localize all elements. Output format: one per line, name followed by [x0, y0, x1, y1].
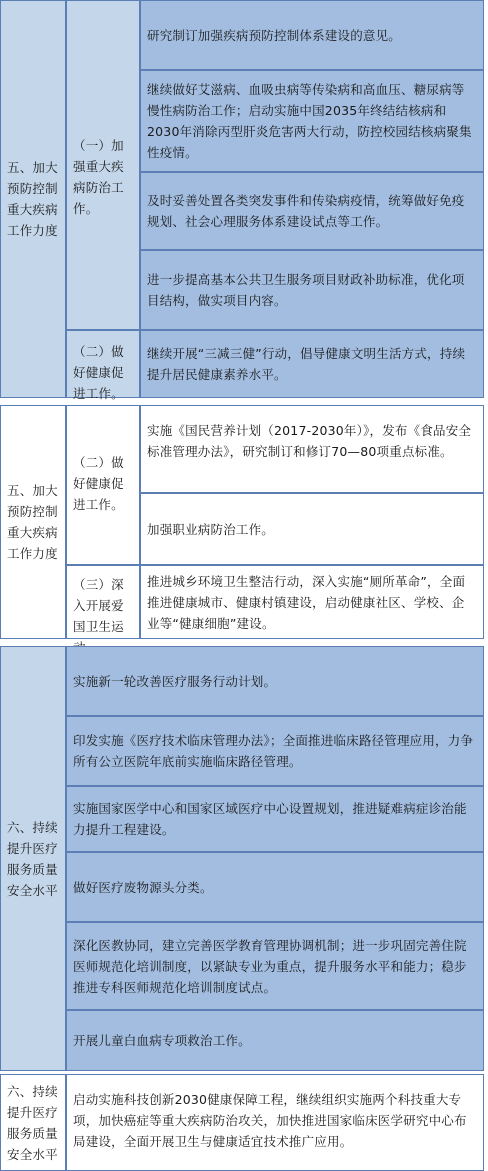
measure-cell — [140, 172, 484, 250]
measure-text: 启动实施科技创新2030健康保障工程，继续组织实施两个科技重大专项，加快癌症等重大疾病防治攻关，加快推进国家临床医学研究中心布局建设，全面开展卫生与健康适宜技术推广应用。 — [73, 1092, 467, 1149]
table-block-4 — [0, 1074, 484, 1171]
measure-text: 进一步提高基本公共卫生服务项目财政补助标准，优化项目结构，做实项目内容。 — [147, 272, 465, 308]
measure-cell — [66, 646, 484, 716]
measure-cell — [66, 786, 484, 852]
measure-cell — [140, 493, 484, 565]
category-cell — [0, 646, 66, 1071]
measure-cell — [140, 330, 484, 398]
measure-text: 实施国家医学中心和国家区域医疗中心设置规划，推进疑难病症诊治能力提升工程建设。 — [73, 801, 467, 837]
category-label: 六、持续提升医疗服务质量安全水平 — [7, 819, 58, 898]
measure-cell — [140, 250, 484, 330]
measure-cell — [140, 405, 484, 493]
measure-text: 印发实施《医疗技术临床管理办法》；全面推进临床路径管理应用，力争所有公立医院年底前实施临床路径管理。 — [73, 733, 474, 769]
measure-text: 开展儿童白血病专项救治工作。 — [73, 1033, 251, 1048]
subcategory-cell — [66, 330, 140, 401]
measure-cell — [140, 70, 484, 172]
category-label: 五、加大预防控制重大疾病工作力度 — [7, 483, 58, 561]
subcategory-cell — [66, 0, 140, 330]
measure-text: 深化医教协同，建立完善医学教育管理协调机制；进一步巩固完善住院医师规范化培训制度，以紧缺专业为重点，提升服务水平和能力；稳步推进专科医师规范化培训制度试点。 — [73, 937, 467, 995]
measure-cell — [66, 852, 484, 922]
measure-text: 及时妥善处置各类突发事件和传染病疫情，统筹做好免疫规划、社会心理服务体系建设试点等工作。 — [147, 193, 465, 229]
measure-text: 做好医疗废物源头分类。 — [73, 879, 213, 895]
measure-text: 实施《国民营养计划（2017-2030年）》，发布《食品安全标准管理办法》，研究制订和修订70—80项重点标准。 — [147, 423, 472, 459]
category-label: 五、加大预防控制重大疾病工作力度 — [7, 160, 58, 238]
category-cell — [0, 1074, 66, 1171]
measure-text: 继续做好艾滋病、血吸虫病等传染病和高血压、糖尿病等慢性病防治工作；启动实施中国2035年终结结核病和2030年消除丙型肝炎危害两大行动，防控校园结核病聚集性疫情。 — [147, 82, 472, 160]
subcategory-label: （三）深入开展爱国卫生运 — [73, 577, 124, 634]
measure-cell — [66, 716, 484, 786]
subcategory-label: （二）做好健康促进工作。 — [73, 455, 124, 512]
measure-cell — [140, 0, 484, 70]
measure-cell — [66, 1074, 484, 1171]
measure-text: 研究制订加强疾病预防控制体系建设的意见。 — [147, 27, 402, 43]
subcategory-label: （一）加强重大疾病防治工作。 — [73, 138, 124, 216]
measure-text: 实施新一轮改善医疗服务行动计划。 — [73, 673, 277, 689]
measure-text: 加强职业病防治工作。 — [147, 521, 275, 537]
subcategory-cell — [66, 405, 140, 565]
category-label: 六、持续提升医疗服务质量安全水平 — [7, 1084, 58, 1162]
table-block-3 — [0, 646, 484, 1071]
table-block-2 — [0, 405, 484, 639]
category-cell — [0, 0, 66, 398]
measure-text: 推进城乡环境卫生整洁行动，深入实施“厕所革命”，全面推进健康城市、健康村镇建设，启动健康社区、学校、企业等“健康细胞”建设。 — [147, 573, 466, 631]
subcategory-cell — [66, 565, 140, 639]
subcategory-label: （二）做好健康促进工作。 — [73, 344, 124, 401]
measure-cell — [140, 565, 484, 639]
measure-text: 继续开展“三减三健”行动，倡导健康文明生活方式，持续提升居民健康素养水平。 — [147, 346, 466, 382]
table-block-1 — [0, 0, 484, 401]
measure-cell — [66, 922, 484, 1010]
category-cell — [0, 405, 66, 639]
measure-cell — [66, 1010, 484, 1071]
